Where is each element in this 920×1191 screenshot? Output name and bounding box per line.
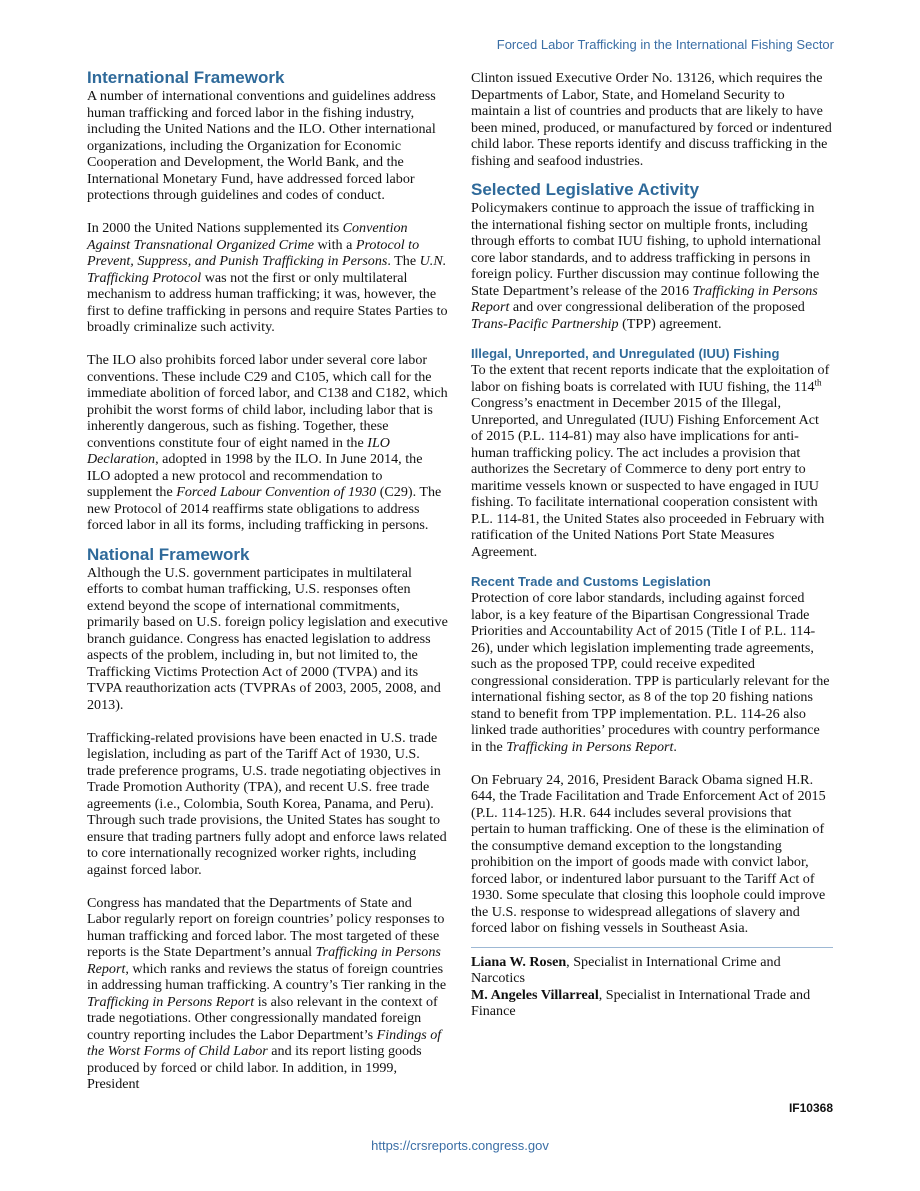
paragraph: Although the U.S. government participates in multilateral efforts to combat human trafficking, U.S. responses often extend beyond the scope of international commitments, primarily based on U.S. foreign policy legislation and executive branch guidance. Congress has enacted legislation to address aspects of the problem, including in, but not limited to, the Trafficking Victims Protection Act of 2000 (TVPA) and its TVPA reauthorization acts (TVPRAs of 2003, 2005, 2008, and 2013). bbox=[87, 564, 448, 713]
left-column bbox=[87, 68, 449, 1093]
report-code: IF10368 bbox=[788, 1101, 833, 1115]
paragraph: The ILO also prohibits forced labor under several core labor conventions. These include C29 and C105, which call for the immediate abolition of forced labor, and C138 and C182, which prohibit the worst forms of child labor, including labor that is inherently dangerous, such as fishing. Together, these conventions constitute four of eight named in the ILO Declaration, adopted in 1998 by the ILO. In June 2014, the ILO adopted a new protocol and recommendation to supplement the Forced Labour Convention of 1930 (C29). The new Protocol of 2014 reaffirms state obligations to address forced labor in all its forms, including trafficking in persons. bbox=[87, 352, 448, 533]
paragraph: Clinton issued Executive Order No. 13126, which requires the Departments of Labor, State, and Homeland Security to maintain a list of countries and products that are likely to have been mined, produced, or manufactured by forced or indentured child labor. These reports identify and discuss trafficking in the fishing and seafood industries. bbox=[471, 70, 832, 169]
paragraph: Congress has mandated that the Departments of State and Labor regularly report on foreign countries’ policy responses to human trafficking and forced labor. The most targeted of these reports is the State Department’s annual Trafficking in Persons Report, which ranks and reviews the status of foreign countries in addressing human trafficking. A country’s Tier ranking in the Trafficking in Persons Report is also relevant in the context of trade negotiations. Other congressionally mandated foreign country reporting includes the Labor Department’s Findings of the Worst Forms of Child Labor and its report listing goods produced by forced or child labor. In addition, in 1999, President bbox=[87, 894, 447, 1092]
paragraph: To the extent that recent reports indicate that the exploitation of labor on fishing boats is correlated with IUU fishing, the 114th Congress’s enactment in December 2015 of the Illegal, Unreported, and Unregulated (IUU) Fishing Enforcement Act of 2015 (P.L. 114-81) may also have implications for anti-human trafficking policy. The act includes a provision that authorizes the Secretary of Commerce to deny port entry to maritime vessels known or suspected to have engaged in IUU fishing. To facilitate international cooperation consistent with P.L. 114-81, the United States also proceeded in February with ratification of the United Nations Port State Measures Agreement. bbox=[471, 362, 830, 560]
heading-iuu-fishing: Illegal, Unreported, and Unregulated (IUU) Fishing bbox=[471, 346, 780, 361]
heading-international-framework: International Framework bbox=[87, 68, 285, 87]
heading-national-framework: National Framework bbox=[87, 544, 250, 564]
paragraph: A number of international conventions and guidelines address human trafficking and forced labor in the fishing industry, including the United Nations and the ILO. Other international organizations, including the Organization for Economic Cooperation and Development, the World Bank, and the International Monetary Fund, have addressed forced labor protections through guidelines and codes of conduct. bbox=[87, 88, 436, 203]
paragraph: On February 24, 2016, President Barack Obama signed H.R. 644, the Trade Facilitation and Trade Enforcement Act of 2015 (P.L. 114-125). H.R. 644 includes several provisions that pertain to human trafficking. One of these is the elimination of the consumptive demand exception to the longstanding prohibition on the import of goods made with convict labor, forced labor, or indentured labor pursuant to the Tariff Act of 1930. Some speculate that closing this loophole could improve the U.S. response to widespread allegations of slavery and forced labor on fishing vessels in Southeast Asia. bbox=[471, 771, 826, 936]
right-column bbox=[471, 70, 833, 1020]
paragraph: In 2000 the United Nations supplemented its Convention Against Transnational Organized Crime with a Protocol to Prevent, Suppress, and Punish Trafficking in Persons. The U.N. Trafficking Protocol was not the first or only multilateral mechanism to address human trafficking; it was, however, the first to define trafficking in persons and require States Parties to broadly criminalize such activity. bbox=[87, 220, 448, 335]
author-entry: Liana W. Rosen, Specialist in International Crime and Narcotics bbox=[471, 953, 781, 986]
heading-trade-customs-legislation: Recent Trade and Customs Legislation bbox=[471, 574, 711, 589]
running-header: Forced Labor Trafficking in the International Fishing Sector bbox=[496, 37, 834, 52]
paragraph: Protection of core labor standards, including against forced labor, is a key feature of the Bipartisan Congressional Trade Priorities and Accountability Act of 2015 (Title I of P.L. 114-26), under which legislation implementing trade agreements, such as the proposed TPP, could receive expedited congressional consideration. TPP is particularly relevant for the international fishing sector, as 8 of the top 20 fishing nations stand to benefit from TPP implementation. P.L. 114-26 also linked trade authorities’ procedures with country performance in the Trafficking in Persons Report. bbox=[471, 590, 830, 755]
heading-selected-legislative-activity: Selected Legislative Activity bbox=[471, 180, 700, 199]
footer-url[interactable]: https://crsreports.congress.gov bbox=[371, 1138, 549, 1153]
paragraph: Trafficking-related provisions have been enacted in U.S. trade legislation, including as part of the Tariff Act of 1930, U.S. trade preference programs, U.S. trade negotiating objectives in Trade Promotion Authority (TPA), and recent U.S. free trade agreements (i.e., Colombia, South Korea, Panama, and Peru). Through such trade provisions, the United States has sought to ensure that trading partners fully adopt and enforce laws related to core internationally recognized worker rights, including against forced labor. bbox=[87, 729, 447, 878]
paragraph: Policymakers continue to approach the issue of trafficking in the international fishing sector on multiple fronts, including through efforts to combat IUU fishing, to uphold international core labor standards, and to address trafficking in persons in foreign policy. Further discussion may continue following the State Department’s release of the 2016 Trafficking in Persons Report and over congressional deliberation of the proposed Trans-Pacific Partnership (TPP) agreement. bbox=[471, 200, 822, 332]
author-entry: M. Angeles Villarreal, Specialist in International Trade and Finance bbox=[471, 986, 811, 1019]
